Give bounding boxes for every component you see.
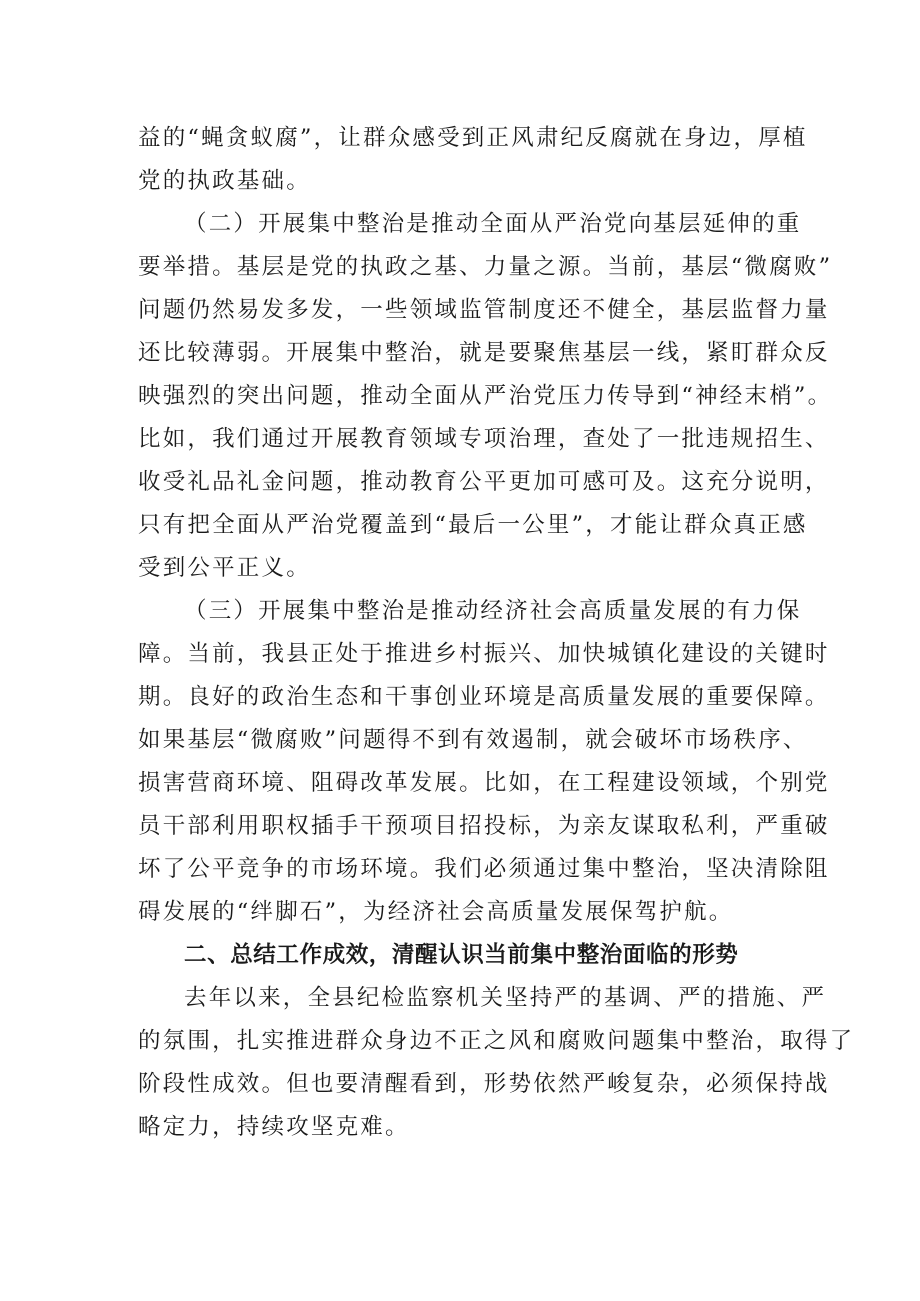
document-page bbox=[138, 117, 855, 1149]
text-line: 碍发展的“绊脚石”，为经济社会高质量发展保驾护航。 bbox=[138, 899, 734, 925]
text-line: 映强烈的突出问题，推动全面从严治党压力传导到“神经末梢”。 bbox=[138, 383, 833, 409]
text-line: 坏了公平竞争的市场环境。我们必须通过集中整治，坚决清除阻 bbox=[138, 856, 830, 882]
text-line: 益的“蝇贪蚁腐”，让群众感受到正风肃纪反腐就在身边，厚植 bbox=[138, 125, 808, 151]
text-line: 还比较薄弱。开展集中整治，就是要聚焦基层一线，紧盯群众反 bbox=[138, 340, 830, 366]
section-heading: 二、总结工作成效，清醒认识当前集中整治面临的形势 bbox=[184, 942, 739, 968]
text-line: 员干部利用职权插手干预项目招投标，为亲友谋取私利，严重破 bbox=[138, 813, 830, 839]
text-line: 要举措。基层是党的执政之基、力量之源。当前，基层“微腐败” bbox=[138, 254, 833, 280]
text-line: （三）开展集中整治是推动经济社会高质量发展的有力保 bbox=[184, 598, 802, 624]
text-line: 略定力，持续攻坚克难。 bbox=[138, 1114, 410, 1140]
text-line: 障。当前，我县正处于推进乡村振兴、加快城镇化建设的关键时 bbox=[138, 641, 830, 667]
text-line: 阶段性成效。但也要清醒看到，形势依然严峻复杂，必须保持战 bbox=[138, 1071, 830, 1097]
text-line: 的氛围，扎实推进群众身边不正之风和腐败问题集中整治，取得了 bbox=[138, 1028, 855, 1054]
text-line: （二）开展集中整治是推动全面从严治党向基层延伸的重 bbox=[184, 211, 802, 237]
paragraph-continuation bbox=[138, 117, 808, 203]
text-line: 只有把全面从严治党覆盖到“最后一公里”，才能让群众真正感 bbox=[138, 512, 808, 538]
text-line: 收受礼品礼金问题，推动教育公平更加可感可及。这充分说明， bbox=[138, 469, 830, 495]
text-line: 去年以来，全县纪检监察机关坚持严的基调、严的措施、严 bbox=[184, 985, 827, 1011]
text-line: 比如，我们通过开展教育领域专项治理，查处了一批违规招生、 bbox=[138, 426, 830, 452]
text-line: 受到公平正义。 bbox=[138, 555, 311, 581]
paragraph-point-two bbox=[138, 203, 833, 590]
paragraph-point-three bbox=[138, 590, 830, 934]
text-line: 问题仍然易发多发，一些领域监管制度还不健全，基层监督力量 bbox=[138, 297, 830, 323]
text-line: 期。良好的政治生态和干事创业环境是高质量发展的重要保障。 bbox=[138, 684, 830, 710]
paragraph-closing bbox=[138, 977, 855, 1149]
text-line: 损害营商环境、阻碍改革发展。比如，在工程建设领域，个别党 bbox=[138, 770, 830, 796]
text-line: 如果基层“微腐败”问题得不到有效遏制，就会破坏市场秩序、 bbox=[138, 727, 808, 753]
text-line: 党的执政基础。 bbox=[138, 168, 311, 194]
